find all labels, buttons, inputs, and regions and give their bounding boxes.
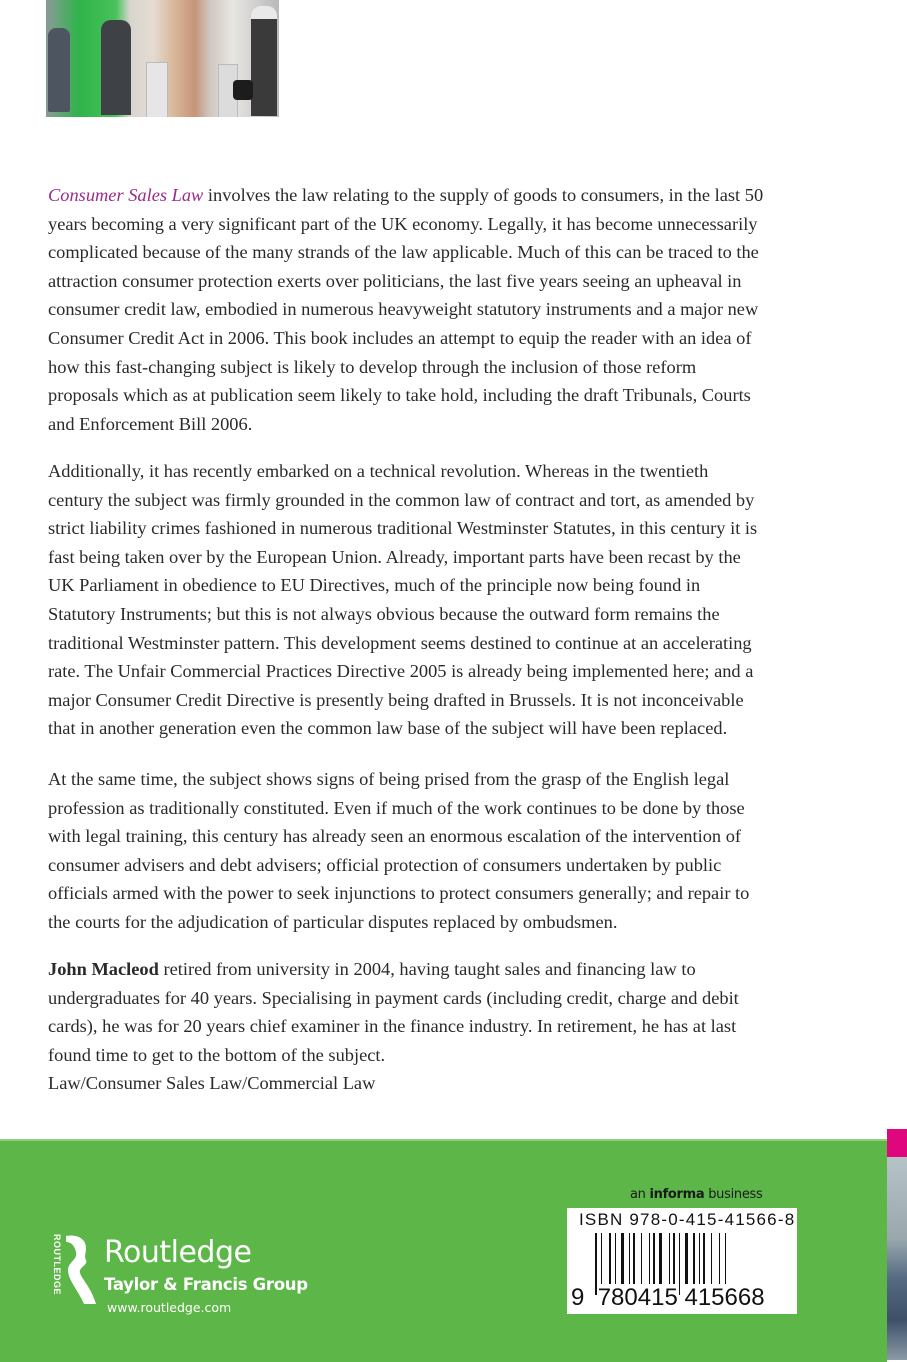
mannequin-right: [251, 6, 277, 116]
mannequin-left: [101, 20, 131, 115]
author-name: John Macleod: [48, 959, 159, 979]
handbag: [233, 80, 253, 100]
publisher-name: Routledge: [104, 1235, 252, 1270]
informa-tagline: an informa business: [630, 1187, 763, 1202]
shopper-figure: [48, 28, 70, 112]
isbn-barcode: [567, 1208, 797, 1314]
author-bio: John Macleod retired from university in 2004, having taught sales and financing law to undergraduates for 40 years. Specialising in payment cards (including credit, charge and debit cards), he was for 20 years chief examiner in the finance industry. In retirement, he has at last found time to get to the bottom of the subject.: [48, 959, 739, 1065]
barcode-digits: 9 780415 415668: [571, 1284, 765, 1311]
cover-photo: [46, 0, 279, 117]
front-cover-edge-photo: [887, 1157, 907, 1360]
spine-accent-bar: [887, 1129, 907, 1157]
blurb-paragraph-1: Consumer Sales Law involves the law relating to the supply of goods to consumers, in the last 50 years becoming a very significant part of the UK economy. Legally, it has become unnecessarily complicated because of the many strands of the law applicable. Much of this can be traced to the attraction consumer protection exerts over politicians, the last five years seeing an upheaval in consumer credit law, embodied in numerous heavyweight statutory instruments and a major new Consumer Credit Act in 2006. This book includes an attempt to equip the reader with an idea of how this fast-changing subject is likely to develop through the inclusion of those reform proposals which as at publication seem likely to take hold, including the draft Tribunals, Courts and Enforcement Bill 2006.: [48, 185, 764, 434]
logo-vertical-text: ROUTLEDGE: [52, 1234, 62, 1296]
blurb-paragraph-2: Additionally, it has recently embarked on a technical revolution. Whereas in the twentieth century the subject was firmly grounded in the common law of contract and tort, as amended by strict liability crimes fashioned in numerous traditional Westminster Statutes, in this century it is fast being taken over by the European Union. Already, important parts have been recast by the UK Parliament in obedience to EU Directives, much of the principle now being found in Statutory Instruments; but this is not always obvious because the outward form remains the traditional Westminster pattern. This development seems destined to continue at an accelerating rate. The Unfair Commercial Practices Directive 2005 is already being implemented here; and a major Consumer Credit Directive is presently being drafted in Brussels. It is not inconceivable that in another generation even the common law base of the subject will have been replaced.: [48, 461, 758, 739]
subject-category: Law/Consumer Sales Law/Commercial Law: [48, 1073, 376, 1093]
publisher-url[interactable]: www.routledge.com: [107, 1300, 232, 1315]
blurb-paragraph-3: At the same time, the subject shows signs of being prised from the grasp of the English legal profession as traditionally constituted. Even if much of the work continues to be done by those with legal training, this century has already seen an enormous escalation of the intervention of consumer advisers and debt advisers; official protection of consumers undertaken by public officials armed with the power to seek injunctions to protect consumers generally; and repair to the courts for the adjudication of particular disputes replaced by ombudsmen.: [48, 769, 750, 932]
routledge-head-icon: [62, 1234, 102, 1306]
isbn-label: ISBN 978-0-415-41566-8: [579, 1210, 796, 1229]
publisher-group: Taylor & Francis Group: [104, 1275, 308, 1294]
book-title: Consumer Sales Law: [48, 185, 204, 205]
security-gate: [146, 62, 168, 117]
